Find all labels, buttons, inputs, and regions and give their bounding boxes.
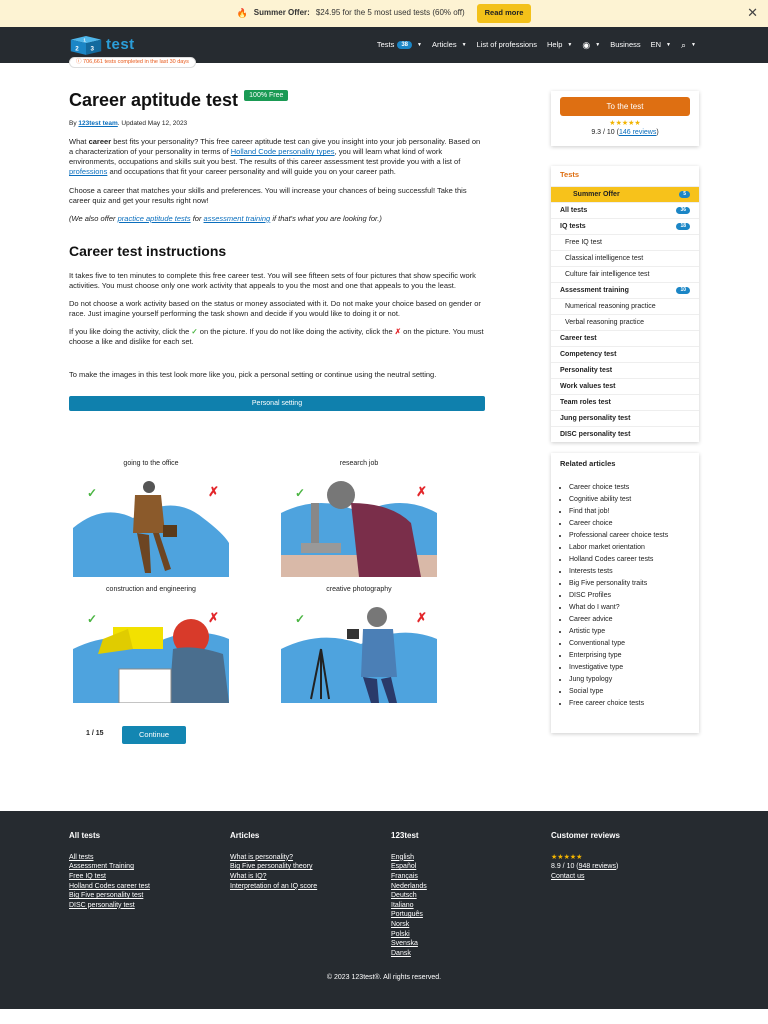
instructions-paragraph-1: It takes five to ten minutes to complete this free career test. You will see fifteen sets of four pictures that show specific work activities. You must choose only one work activity that appeals to you the most and one that appeals to you the least. xyxy=(69,270,476,290)
author-link[interactable]: 123test team xyxy=(78,120,118,128)
footer-col-title: Customer reviews xyxy=(551,831,620,840)
updated-date: . Updated May 12, 2023 xyxy=(117,120,188,128)
professions-link[interactable]: professions xyxy=(69,167,108,177)
search-icon: ⌕ xyxy=(681,40,687,50)
related-article-link[interactable]: • What do I want? xyxy=(569,602,690,614)
text: What xyxy=(69,137,89,147)
instructions-paragraph-3 xyxy=(69,327,485,347)
activity-card xyxy=(73,459,229,577)
rating-stars xyxy=(551,119,699,128)
related-article-link[interactable]: • Cognitive ability test xyxy=(569,494,690,506)
footer-link[interactable]: Norsk xyxy=(391,920,410,928)
dislike-cross-icon[interactable]: ✗ xyxy=(208,484,219,499)
footer-link[interactable]: Français xyxy=(391,872,418,880)
card-caption: creative photography xyxy=(326,586,392,593)
sidebar-test-label: Classical intelligence test xyxy=(565,254,644,262)
related-article-link[interactable]: • Professional career choice tests xyxy=(569,530,690,542)
nav-item[interactable] xyxy=(432,40,467,50)
sidebar-test-item[interactable] xyxy=(551,218,699,234)
nav-item-label: Tests xyxy=(376,40,395,49)
footer-link[interactable]: Dansk xyxy=(391,949,411,957)
related-list xyxy=(560,482,690,710)
activity-card xyxy=(281,459,437,577)
footer-col-123test xyxy=(391,831,427,958)
nav-item-label: Articles xyxy=(431,40,457,49)
related-article-link[interactable]: • Big Five personality traits xyxy=(569,578,690,590)
tests-completed-text: 706,661 tests completed in the last 30 days xyxy=(83,59,189,65)
related-article-link[interactable]: • Career choice tests xyxy=(569,482,690,494)
sidebar-test-label: Numerical reasoning practice xyxy=(565,302,656,310)
footer-col-title: Articles xyxy=(230,831,260,840)
footer-link[interactable]: Polski xyxy=(391,930,410,938)
activity-image xyxy=(281,473,437,577)
nav-item[interactable] xyxy=(477,40,537,50)
svg-text:1: 1 xyxy=(83,37,86,43)
related-article-link[interactable]: • Enterprising type xyxy=(569,650,690,662)
nav-item[interactable] xyxy=(547,40,572,50)
account-icon: ◉ xyxy=(582,40,591,50)
nav-item-label: List of professions xyxy=(476,40,537,49)
sidebar-test-item[interactable] xyxy=(551,202,699,218)
footer-link[interactable]: All tests xyxy=(69,853,94,861)
tests-list xyxy=(551,186,699,442)
sidebar-test-label: Verbal reasoning practice xyxy=(565,318,644,326)
star-icon: ★ xyxy=(628,120,635,127)
svg-text:2: 2 xyxy=(75,45,79,53)
footer-col-reviews xyxy=(551,831,620,881)
footer-link[interactable]: Big Five personality test xyxy=(69,892,144,900)
chevron-down-icon: ▼ xyxy=(461,41,467,48)
footer xyxy=(0,811,768,1009)
nav-item[interactable] xyxy=(681,39,696,51)
footer-col-all-tests xyxy=(69,831,150,910)
sidebar-test-label: DISC personality test xyxy=(560,430,631,438)
sidebar-test-item[interactable] xyxy=(551,330,699,346)
nav-item[interactable] xyxy=(582,39,600,51)
like-check-icon[interactable]: ✓ xyxy=(87,612,98,626)
footer-link[interactable]: Deutsch xyxy=(391,892,417,900)
free-badge: 100% Free xyxy=(244,90,288,101)
text: best fits your personality? This free career aptitude test can give you insight into your job personality. Based on a characterization of your personality in terms of xyxy=(69,137,481,157)
star-icon: ★ xyxy=(576,853,583,861)
footer-link[interactable]: Svenska xyxy=(391,940,418,948)
footer-link[interactable]: Free IQ test xyxy=(69,872,106,880)
text: on the picture. You must choose a like and dislike for each set. xyxy=(69,327,484,347)
footer-link[interactable]: What is personality? xyxy=(230,853,294,861)
reviews-link[interactable]: 146 reviews xyxy=(618,129,657,137)
related-article-link[interactable]: • Free career choice tests xyxy=(569,698,690,710)
star-icon: ★ xyxy=(609,120,616,127)
sidebar-test-item[interactable] xyxy=(551,282,699,298)
footer-link[interactable]: DISC personality test xyxy=(69,901,135,909)
text: on the picture. If you do not like doing the activity, click the xyxy=(197,327,395,337)
activity-image xyxy=(73,599,229,703)
activity-card xyxy=(281,585,437,703)
sidebar-test-item[interactable] xyxy=(551,346,699,362)
nav-item[interactable] xyxy=(651,40,671,50)
related-article-link[interactable]: • Labor market orientation xyxy=(569,542,690,554)
text: and occupations that fit your career personality and will guide you on your career path. xyxy=(107,167,396,177)
sidebar-test-item[interactable] xyxy=(551,394,699,410)
footer-link[interactable]: Holland Codes career test xyxy=(69,882,150,890)
sidebar-test-label: Free IQ test xyxy=(565,238,602,246)
rating-text: 8.9 / 10 ( xyxy=(551,863,579,871)
star-icon: ★ xyxy=(621,120,629,127)
chevron-down-icon: ▼ xyxy=(417,41,422,48)
related-article-link[interactable]: • Artistic type xyxy=(569,626,690,638)
like-check-icon[interactable]: ✓ xyxy=(295,612,306,626)
like-check-icon[interactable]: ✓ xyxy=(295,486,306,500)
related-article-link[interactable]: • Career advice xyxy=(569,614,690,626)
footer-link[interactable]: English xyxy=(391,853,414,861)
footer-link[interactable]: Nederlands xyxy=(391,882,427,890)
nav-item-label: EN xyxy=(650,40,662,49)
banner-prefix: Summer Offer: xyxy=(253,8,310,18)
text: If you like doing the activity, click the xyxy=(69,327,192,337)
sidebar-test-item[interactable] xyxy=(551,186,699,202)
related-articles xyxy=(551,453,699,733)
nav-item[interactable] xyxy=(377,40,422,50)
related-article-link[interactable]: • Investigative type xyxy=(569,662,690,674)
sidebar-test-item[interactable] xyxy=(551,250,699,266)
chevron-down-icon: ▼ xyxy=(666,41,671,48)
cross-icon: ✗ xyxy=(394,327,402,337)
related-article-link[interactable]: • Interests tests xyxy=(569,566,690,578)
svg-text:3: 3 xyxy=(90,45,94,53)
nav-badge: 38 xyxy=(397,41,412,49)
related-article-link[interactable]: • Find that job! xyxy=(569,506,690,518)
sidebar-test-item[interactable] xyxy=(551,298,699,314)
count-badge: 36 xyxy=(676,207,690,214)
footer-link[interactable]: What is IQ? xyxy=(230,872,267,880)
footer-link[interactable]: Español xyxy=(391,863,417,871)
sidebar-test-item[interactable] xyxy=(551,314,699,330)
dislike-cross-icon[interactable]: ✗ xyxy=(416,484,427,499)
star-icon: ★ xyxy=(557,853,564,861)
sidebar-test-label: Competency test xyxy=(560,350,617,358)
logo-cube-icon xyxy=(69,33,103,57)
text: (We also offer xyxy=(69,213,118,223)
sidebar-test-label: Personality test xyxy=(560,366,613,374)
rating-text: ) xyxy=(616,863,619,871)
nav-item[interactable] xyxy=(610,40,640,50)
instructions-paragraph-2: Do not choose a work activity based on the status or money associated with it. Do not make your choice based on gender or race. Just imagine yourself performing the task shown and decide if you would like to doing it or not. xyxy=(69,299,481,319)
footer-link[interactable]: Italiano xyxy=(391,901,414,909)
text: , you will learn what kind of work environments, occupations and skills suit you best. The results of this career assessment test provide you with a list of xyxy=(69,147,461,167)
check-icon: ✓ xyxy=(191,327,198,337)
continue-button[interactable]: Continue xyxy=(122,726,186,744)
sidebar-test-label: Team roles test xyxy=(560,398,611,406)
footer-stars xyxy=(551,853,620,862)
page-title: Career aptitude test xyxy=(69,90,239,110)
star-icon: ★ xyxy=(551,853,558,861)
tests-sidebar xyxy=(551,166,699,442)
footer-rating xyxy=(551,862,620,872)
chevron-down-icon: ▼ xyxy=(595,41,601,48)
nav-item-label: Business xyxy=(610,40,641,49)
intro-paragraph-2: Choose a career that matches your skills and preferences. You will increase your chances of being successful! Take this career quiz and get your results right now! xyxy=(69,185,467,205)
close-icon[interactable]: ✕ xyxy=(747,5,758,20)
star-icon: ★ xyxy=(615,120,622,127)
footer-links xyxy=(391,853,427,959)
sidebar-test-item[interactable] xyxy=(551,410,699,426)
text: for xyxy=(190,213,204,223)
title-row xyxy=(69,88,485,112)
sidebar-test-label: Work values test xyxy=(560,382,616,390)
chevron-down-icon: ▼ xyxy=(567,41,573,48)
logo-text: test xyxy=(106,35,135,53)
sidebar-test-label: Career test xyxy=(560,334,597,342)
card-caption: construction and engineering xyxy=(106,586,196,593)
tests-completed-badge xyxy=(69,57,196,68)
instructions-heading: Career test instructions xyxy=(69,242,227,259)
rating-text: ) xyxy=(656,129,659,137)
related-article-link[interactable]: • Holland Codes career tests xyxy=(569,554,690,566)
sidebar-test-item[interactable] xyxy=(551,426,699,442)
footer-link[interactable]: Português xyxy=(391,911,423,919)
card-caption: research job xyxy=(339,460,379,467)
banner-text: $24.95 for the 5 most used tests (60% off) xyxy=(315,8,465,18)
byline-by: By xyxy=(69,120,77,128)
nav-item-label: Help xyxy=(546,40,563,49)
count-badge: 10 xyxy=(676,287,690,294)
sidebar-test-label: All tests xyxy=(560,206,588,214)
related-article-link[interactable]: • Social type xyxy=(569,686,690,698)
sidebar-test-label: IQ tests xyxy=(560,222,586,230)
stats-icon: ⓘ xyxy=(76,59,82,65)
chevron-down-icon: ▼ xyxy=(691,41,696,48)
logo[interactable] xyxy=(69,33,135,57)
article xyxy=(69,88,485,411)
related-article-link[interactable]: • Conventional type xyxy=(569,638,690,650)
sidebar-test-item[interactable] xyxy=(551,234,699,250)
sidebar-test-item[interactable] xyxy=(551,266,699,282)
sidebar-test-label: Jung personality test xyxy=(560,414,631,422)
activity-card xyxy=(73,585,229,703)
text-bold: career xyxy=(88,137,112,147)
dislike-cross-icon[interactable]: ✗ xyxy=(208,610,219,625)
card-caption: going to the office xyxy=(123,460,179,467)
intro-paragraph-3 xyxy=(69,214,485,224)
activity-image xyxy=(281,599,437,703)
dislike-cross-icon[interactable]: ✗ xyxy=(416,610,427,625)
contact-link[interactable]: Contact us xyxy=(551,872,585,880)
instructions-paragraph-4: To make the images in this test look more like you, pick a personal setting or continue using the neutral setting. xyxy=(69,369,437,379)
related-article-link[interactable]: • Career choice xyxy=(569,518,690,530)
fire-icon: 🔥 xyxy=(236,8,248,19)
main-menu xyxy=(377,39,696,51)
rating xyxy=(551,128,699,137)
star-icon: ★ xyxy=(563,853,570,861)
footer-links xyxy=(69,853,150,911)
intro-paragraph-1 xyxy=(69,137,485,178)
footer-links xyxy=(230,853,317,891)
star-icon: ★ xyxy=(569,853,577,861)
related-article-link[interactable]: • DISC Profiles xyxy=(569,590,690,602)
page-counter: 1 / 15 xyxy=(86,730,104,737)
tests-sidebar-title: Tests xyxy=(560,170,580,179)
personal-setting-button[interactable]: Personal setting xyxy=(69,396,485,411)
sidebar-test-item[interactable] xyxy=(551,378,699,394)
footer-link[interactable]: Assessment Training xyxy=(69,863,134,871)
like-check-icon[interactable]: ✓ xyxy=(87,486,98,500)
footer-link[interactable]: Interpretation of an IQ score xyxy=(230,882,318,890)
text: if that's what you are looking for.) xyxy=(270,213,382,223)
related-title: Related articles xyxy=(560,459,616,468)
sidebar-test-label: Assessment training xyxy=(560,286,629,294)
footer-col-title: All tests xyxy=(69,831,101,840)
activity-image xyxy=(73,473,229,577)
aptitude-tests-link[interactable]: practice aptitude tests xyxy=(117,213,191,223)
count-badge: 18 xyxy=(676,223,690,230)
sidebar-test-label: Summer Offer xyxy=(573,190,620,198)
count-badge: 5 xyxy=(679,191,690,198)
cta-box xyxy=(551,91,699,146)
related-article-link[interactable]: • Jung typology xyxy=(569,674,690,686)
star-icon: ★ xyxy=(634,120,641,127)
footer-col-title: 123test xyxy=(391,831,419,840)
holland-code-link[interactable]: Holland Code personality types xyxy=(230,147,335,157)
to-the-test-button[interactable]: To the test xyxy=(560,97,690,116)
footer-link[interactable]: Big Five personality theory xyxy=(230,863,313,871)
assessment-training-link[interactable]: assessment training xyxy=(203,213,271,223)
copyright: © 2023 123test®. All rights reserved. xyxy=(326,974,442,981)
footer-col-articles xyxy=(230,831,317,891)
sidebar-test-label: Culture fair intelligence test xyxy=(565,270,650,278)
rating-text: 9.3 / 10 ( xyxy=(591,129,619,137)
sidebar-test-item[interactable] xyxy=(551,362,699,378)
promo-banner xyxy=(0,0,768,27)
byline xyxy=(69,120,485,129)
reviews-link[interactable]: 948 reviews xyxy=(578,863,616,871)
read-more-button[interactable]: Read more xyxy=(477,4,532,22)
